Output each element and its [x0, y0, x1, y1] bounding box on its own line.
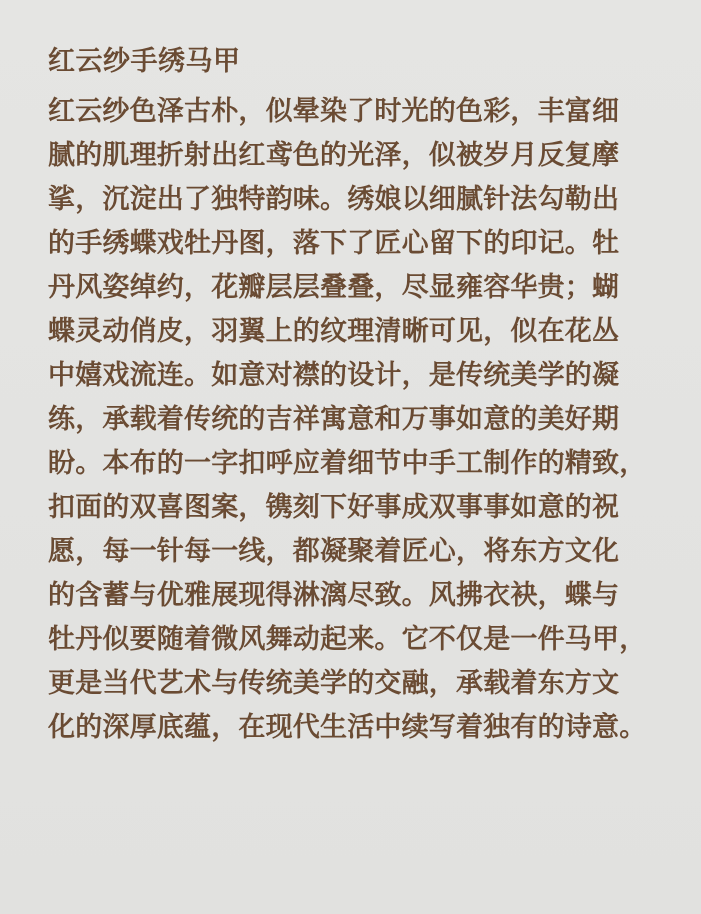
article-title: 红云纱手绣马甲 — [48, 46, 241, 77]
article-line: 牡丹似要随着微风舞动起来。它不仅是一件马甲， — [48, 624, 647, 655]
article-line: 的含蓄与优雅展现得淋漓尽致。风拂衣袂，蝶与 — [48, 580, 620, 611]
article-body — [48, 90, 701, 750]
article-line: 扣面的双喜图案，镌刻下好事成双事事如意的祝 — [48, 492, 620, 523]
article-line: 盼。本布的一字扣呼应着细节中手工制作的精致， — [48, 448, 647, 479]
article-line: 化的深厚底蕴，在现代生活中续写着独有的诗意。 — [48, 712, 647, 743]
article-line: 更是当代艺术与传统美学的交融，承载着东方文 — [48, 668, 620, 699]
article-line: 练，承载着传统的吉祥寓意和万事如意的美好期 — [48, 404, 620, 435]
article-line: 挲，沉淀出了独特韵味。绣娘以细腻针法勾勒出 — [48, 184, 620, 215]
article-line: 红云纱色泽古朴，似晕染了时光的色彩，丰富细 — [48, 96, 620, 127]
article-line: 蝶灵动俏皮，羽翼上的纹理清晰可见，似在花丛 — [48, 316, 620, 347]
article-line: 愿，每一针每一线，都凝聚着匠心，将东方文化 — [48, 536, 620, 567]
article-line: 的手绣蝶戏牡丹图，落下了匠心留下的印记。牡 — [48, 228, 620, 259]
article-line: 丹风姿绰约，花瓣层层叠叠，尽显雍容华贵；蝴 — [48, 272, 620, 303]
article-line: 中嬉戏流连。如意对襟的设计，是传统美学的凝 — [48, 360, 620, 391]
article-line: 腻的肌理折射出红鸢色的光泽，似被岁月反复摩 — [48, 140, 620, 171]
